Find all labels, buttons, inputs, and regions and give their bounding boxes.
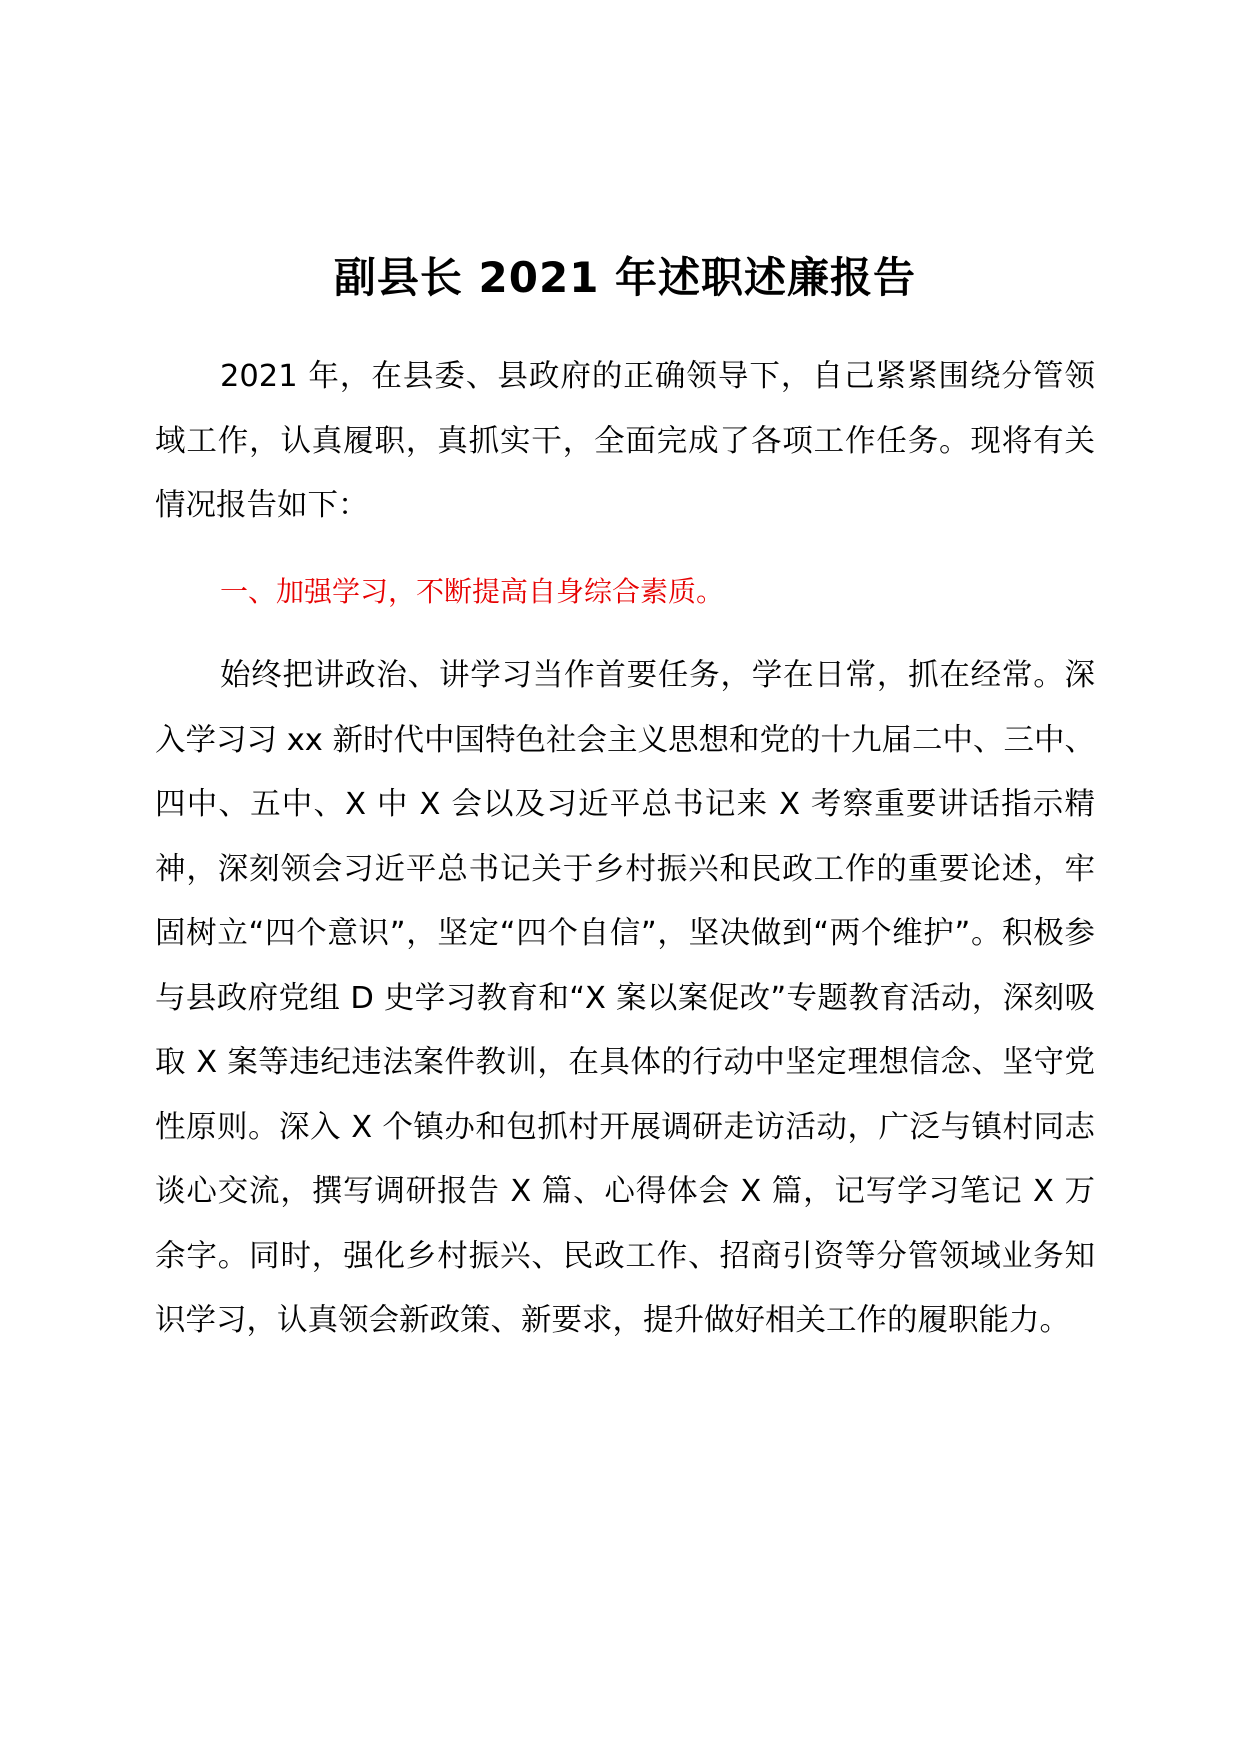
document-page [155, 0, 1095, 1754]
section-body-paragraph: 始终把讲政治、讲学习当作首要任务，学在日常，抓在经常。深入学习习 xx 新时代中国特色社会主义思想和党的十九届二中、三中、四中、五中、X 中 X 会以及习近平总书记来 X 考察重要讲话指示精神，深刻领会习近平总书记关于乡村振兴和民政工作的重要论述，牢固树立“四个意识”，坚定“四个自信”，坚决做到“两个维护”。积极参与县政府党组 D 史学习教育和“X 案以案促改”专题教育活动，深刻吸取 X 案等违纪违法案件教训，在具体的行动中坚定理想信念、坚守党性原则。深入 X 个镇办和包抓村开展调研走访活动，广泛与镇村同志谈心交流，撰写调研报告 X 篇、心得体会 X 篇，记写学习笔记 X 万余字。同时，强化乡村振兴、民政工作、招商引资等分管领域业务知识学习，认真领会新政策、新要求，提升做好相关工作的履职能力。 [155, 658, 1095, 1338]
document-title: 副县长 2021 年述职述廉报告 [333, 253, 917, 302]
intro-paragraph: 2021 年，在县委、县政府的正确领导下，自己紧紧围绕分管领域工作，认真履职，真抓实干，全面完成了各项工作任务。现将有关情况报告如下： [155, 359, 1095, 523]
section-heading: 一、加强学习，不断提高自身综合素质。 [220, 575, 725, 608]
